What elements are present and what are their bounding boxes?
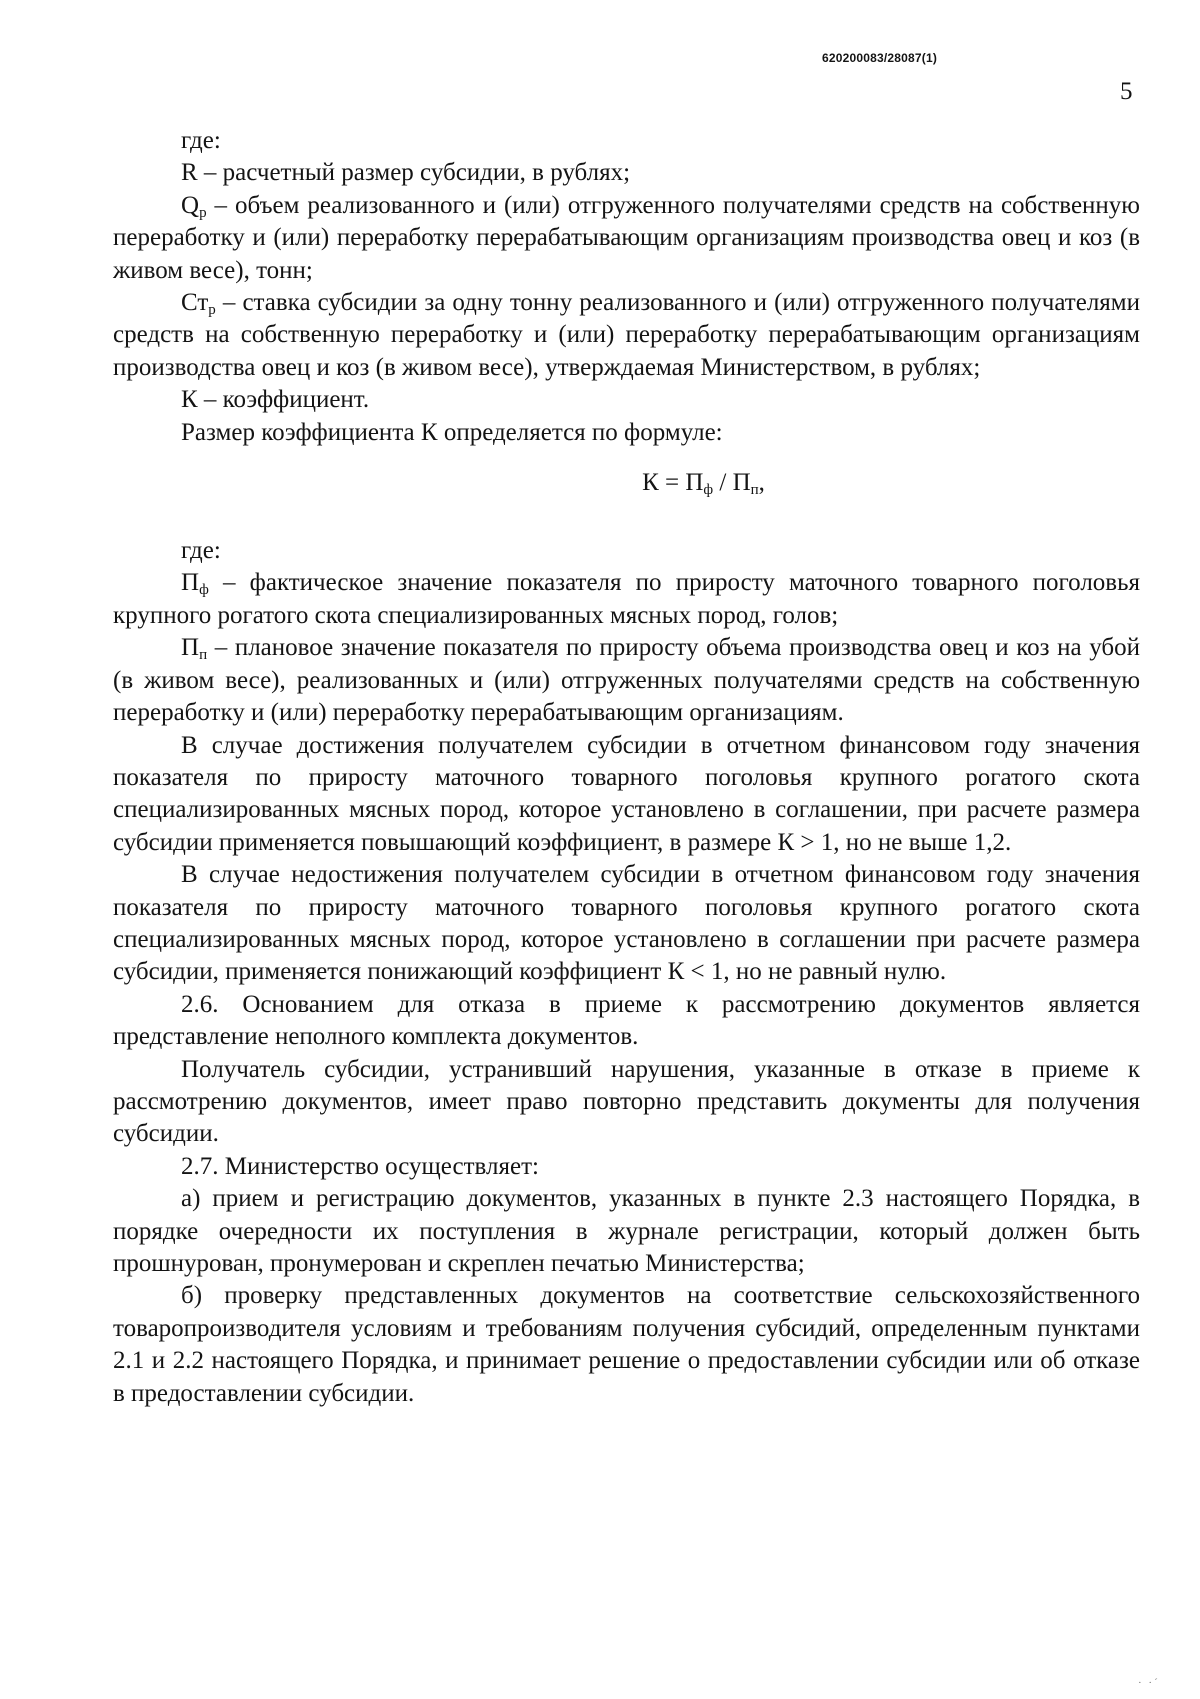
- document-number: 620200083/28087(1): [822, 51, 938, 65]
- where-label: где:: [181, 537, 221, 565]
- page-number: 5: [1120, 78, 1133, 105]
- definition-text: – плановое значение показателя по приросту объема производства овец и коз на убой (в живом весе), реализованных и (или) отгруженных получателями средств на собственную переработку и (или) переработку перерабатывающим организациям.: [113, 634, 1140, 727]
- paragraph-non-achievement: В случае недостижения получателем субсидии в отчетном финансовом году значения показателя по приросту маточного товарного поголовья крупного рогатого скота специализированных мясных пород, которое установлено в соглашении при расчете размера субсидии, применяется понижающий коэффициент К < 1, но не равный нулю.: [113, 861, 1140, 986]
- paragraph-achievement: В случае достижения получателем субсидии в отчетном финансовом году значения показателя по приросту маточного товарного поголовья крупного рогатого скота специализированных мясных пород, которое установлено в соглашении, при расчете размера субсидии применяется повышающий коэффициент, в размере К > 1, но не выше 1,2.: [113, 731, 1140, 856]
- definition-Pf: [113, 567, 1140, 632]
- definition-text: – фактическое значение показателя по приросту маточного товарного поголовья крупного рогатого скота специализированных мясных пород, голов;: [113, 569, 1140, 629]
- definition-text: – объем реализованного и (или) отгруженного получателями средств на собственную переработку и (или) переработку перерабатывающим организациям производства овец и коз (в живом весе), тонн;: [113, 191, 1140, 284]
- symbol: Q: [181, 191, 200, 219]
- definition-Str: [113, 287, 1140, 384]
- symbol: Ст: [181, 289, 209, 317]
- definition-Pp: [113, 632, 1140, 729]
- formula-K: $К = П_ф / П_п$,: [642, 469, 765, 499]
- document-body: [113, 125, 1140, 1410]
- symbol-subscript: п: [199, 647, 208, 664]
- symbol-subscript: р: [199, 204, 207, 221]
- definition-R: R – расчетный размер субсидии, в рублях;: [181, 159, 631, 187]
- definition-Qp: [113, 190, 1140, 287]
- where-label: где:: [181, 127, 221, 154]
- symbol: П: [181, 569, 200, 597]
- list-item-b: б) проверку представленных документов на соответствие сельскохозяйственного товаропроизводителя условиям и требованиям получения субсидий, определенным пунктами 2.1 и 2.2 настоящего Порядка, и принимает решение о предоставлении субсидии или об отказе в предоставлении субсидии.: [113, 1282, 1140, 1407]
- scan-artifact-mark: · ·´: [1138, 1677, 1160, 1689]
- paragraph-2-7: 2.7. Министерство осуществляет:: [181, 1152, 539, 1180]
- symbol: П: [181, 634, 200, 662]
- symbol-subscript: ф: [199, 582, 209, 599]
- paragraph-recipient: Получатель субсидии, устранивший нарушения, указанные в отказе в приеме к рассмотрению документов, имеет право повторно представить документы для получения субсидии.: [113, 1055, 1140, 1148]
- paragraph-2-6: 2.6. Основанием для отказа в приеме к рассмотрению документов является представление неполного комплекта документов.: [113, 990, 1140, 1051]
- definition-K: К – коэффициент.: [181, 386, 370, 414]
- list-item-a: а) прием и регистрацию документов, указанных в пункте 2.3 настоящего Порядка, в порядке очередности их поступления в журнале регистрации, который должен быть прошнурован, пронумерован и скреплен печатью Министерства;: [113, 1185, 1140, 1277]
- formula-intro: Размер коэффициента К определяется по формуле:: [181, 418, 723, 446]
- symbol-subscript: р: [208, 302, 216, 319]
- definition-text: – ставка субсидии за одну тонну реализованного и (или) отгруженного получателями средств на собственную переработку и (или) переработку перерабатывающим организациям производства овец и коз (в живом весе), утверждаемая Министерством, в рублях;: [113, 289, 1140, 381]
